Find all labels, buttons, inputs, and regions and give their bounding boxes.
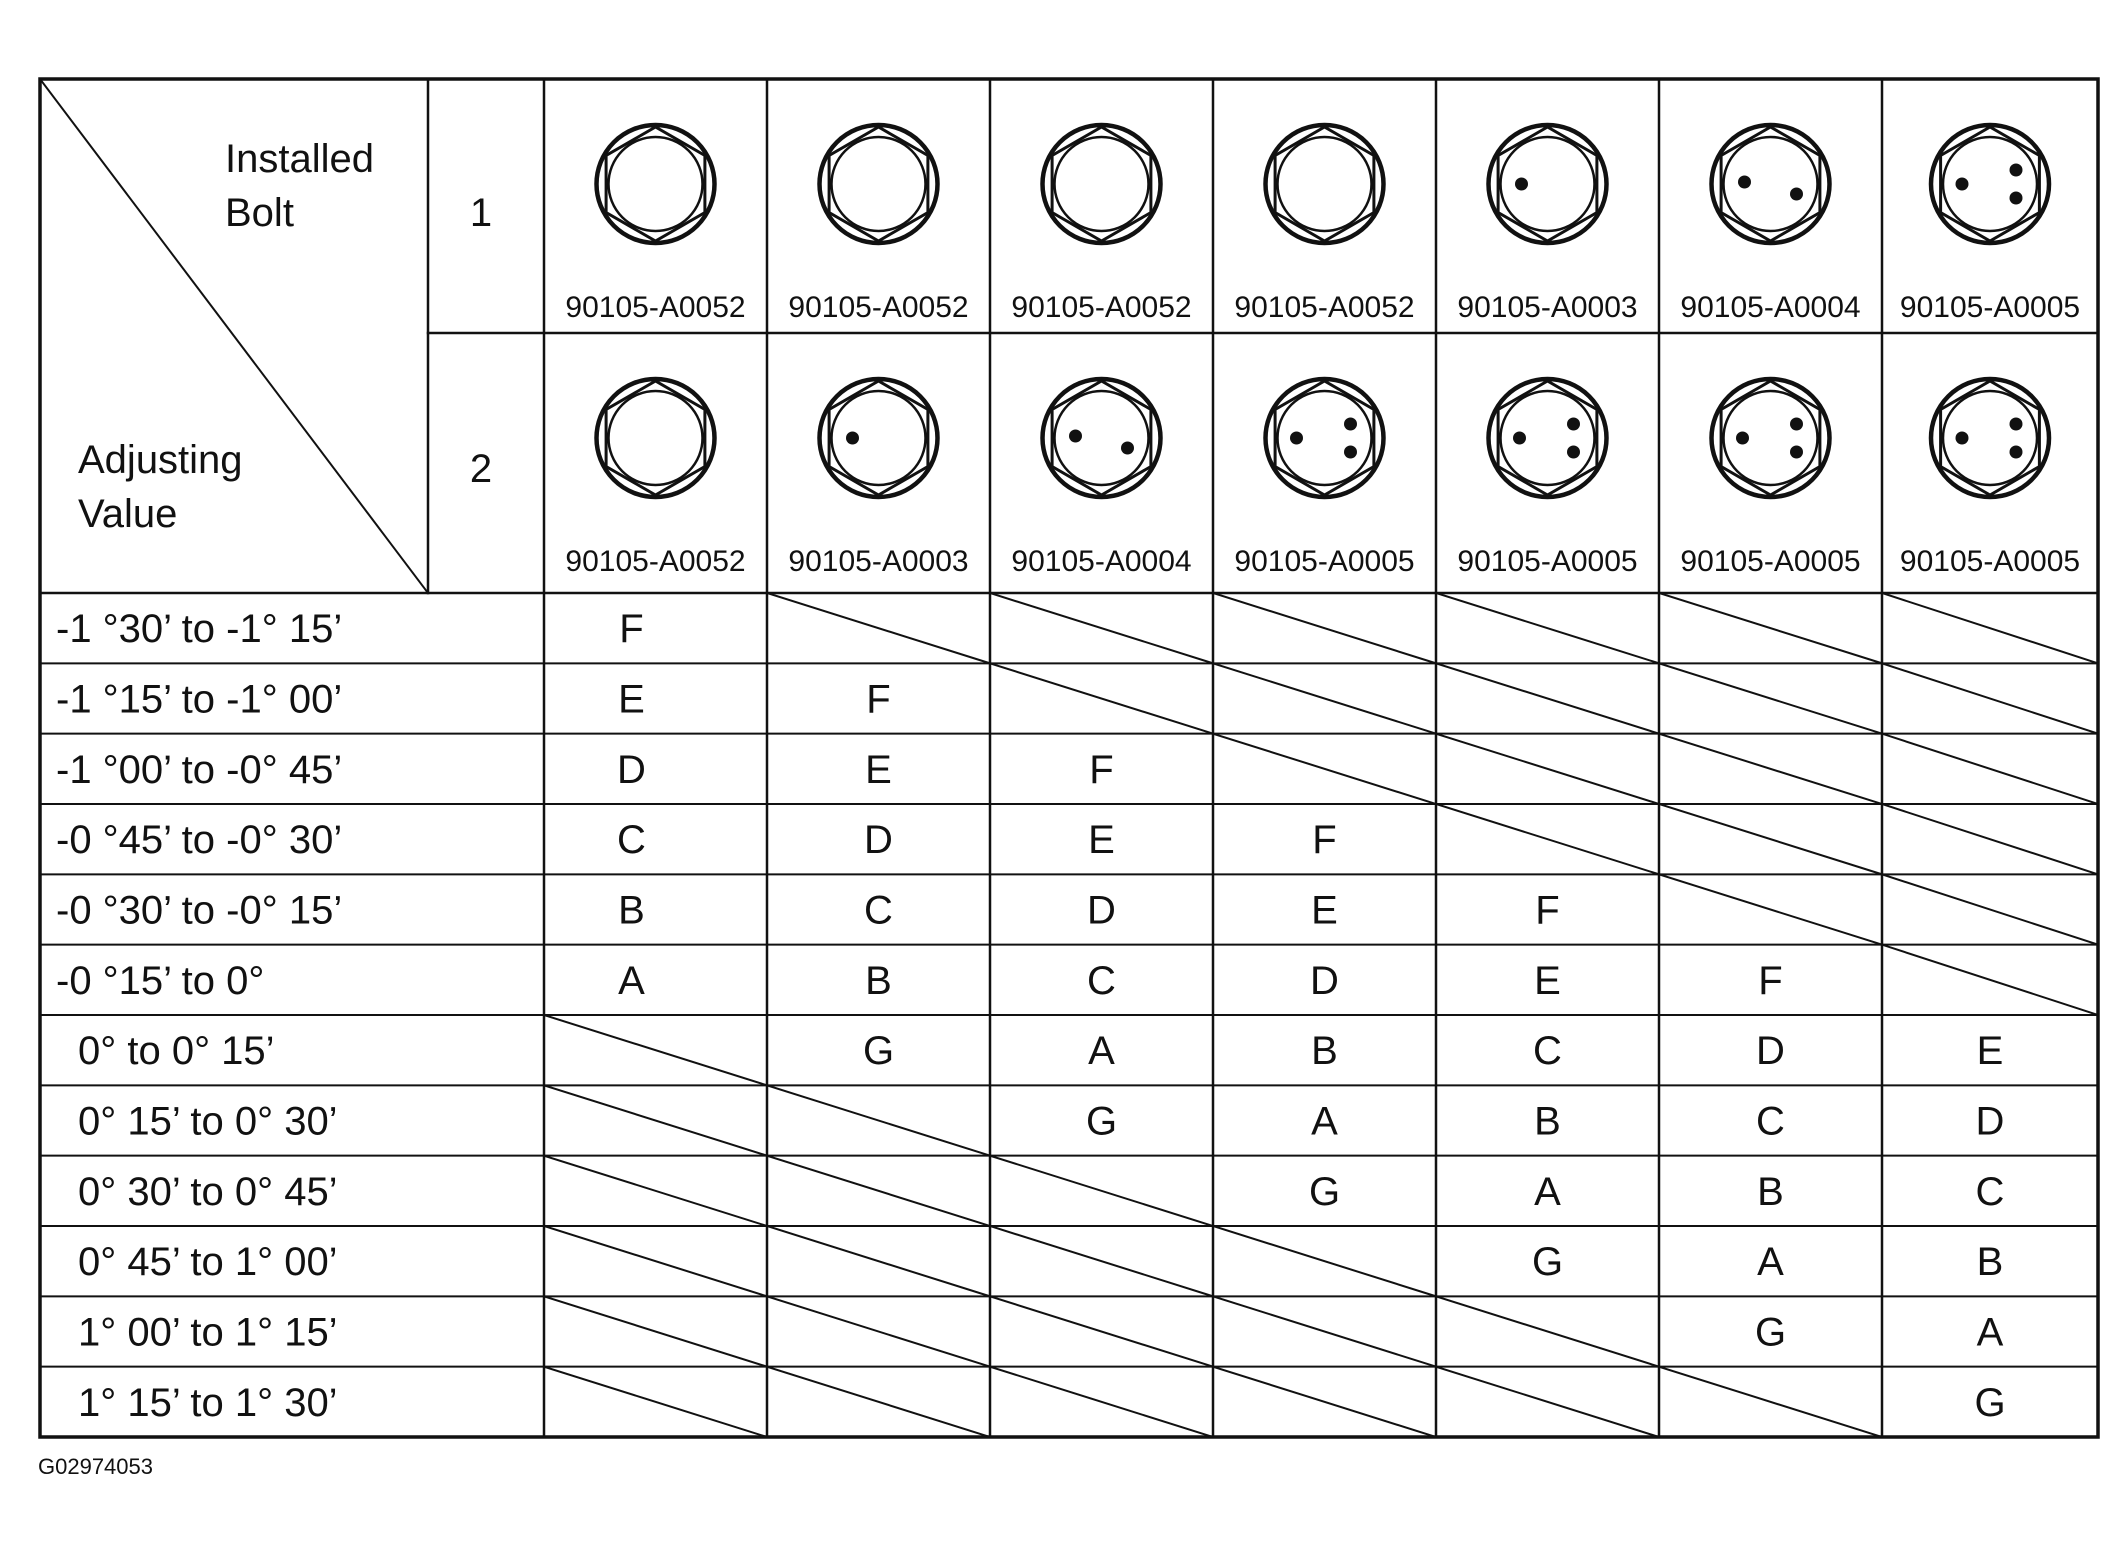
not-applicable-slash — [1213, 1226, 1436, 1296]
shim-code-cell: F — [1535, 888, 1560, 933]
hex-bolt-three-dot-icon — [1712, 379, 1830, 497]
bolt-dot-mark — [1790, 418, 1803, 431]
not-applicable-slash — [1882, 874, 2098, 944]
not-applicable-slash — [990, 593, 1213, 663]
bolt-outer-ring — [1043, 125, 1161, 243]
shim-code-cell: E — [1088, 818, 1115, 863]
not-applicable-slash — [767, 1296, 990, 1366]
not-applicable-slash — [767, 593, 990, 663]
adjusting-range-label: -0 °45’ to -0° 30’ — [56, 818, 343, 863]
bolt-hexagon — [829, 381, 928, 495]
adjusting-label: Adjusting — [78, 438, 243, 482]
not-applicable-slash — [1436, 663, 1659, 733]
shim-code-cell: B — [618, 888, 645, 933]
shim-code-cell: D — [1975, 1099, 2005, 1144]
shim-code-cell: G — [1754, 1310, 1787, 1355]
table-header — [78, 137, 492, 536]
not-applicable-slash — [544, 1156, 767, 1226]
shim-code-cell: F — [1089, 747, 1114, 792]
shim-code-cell: C — [1975, 1169, 2005, 1214]
bolt-dot-mark — [1290, 432, 1303, 445]
shim-code-cell: B — [1311, 1029, 1338, 1074]
bolt-inner-ring — [832, 391, 926, 485]
bolt-icons — [565, 125, 2080, 578]
value-label: Value — [78, 492, 178, 536]
bolt-dot-mark — [2010, 418, 2023, 431]
not-applicable-slash — [544, 1296, 767, 1366]
bolt-hexagon — [606, 127, 705, 241]
bolt-dot-mark — [1344, 418, 1357, 431]
not-applicable-slash — [1882, 734, 2098, 804]
adjusting-range-label: -1 °00’ to -0° 45’ — [56, 747, 343, 792]
bolt-part-number: 90105-A0005 — [1234, 545, 1415, 578]
bolt-hexagon — [1498, 127, 1597, 241]
bolt-part-number: 90105-A0003 — [1457, 291, 1638, 324]
table-grid — [40, 79, 2098, 1437]
shim-code-cell: E — [865, 747, 892, 792]
bolt-dot-mark — [1515, 178, 1528, 191]
shim-code-cell: B — [1757, 1169, 1784, 1214]
table-border — [40, 79, 2098, 1437]
bolt-dot-mark — [1567, 418, 1580, 431]
shim-code-cell: F — [1758, 958, 1783, 1003]
bolt-inner-ring — [609, 137, 703, 231]
figure-id: G02974053 — [38, 1454, 153, 1479]
bolt-part-number: 90105-A0003 — [788, 545, 969, 578]
adjusting-range-label: -1 °15’ to -1° 00’ — [56, 677, 343, 722]
bolt-part-number: 90105-A0005 — [1899, 545, 2081, 578]
bolt-hexagon — [1275, 127, 1374, 241]
hex-bolt-three-dot-icon — [1266, 379, 1384, 497]
hex-bolt-three-dot-icon — [1931, 379, 2049, 497]
bolt-dot-mark — [1121, 442, 1134, 455]
bolt-part-number: 90105-A0052 — [1011, 291, 1192, 324]
bolt-outer-ring — [597, 125, 715, 243]
adjusting-range-label: 1° 15’ to 1° 30’ — [78, 1380, 338, 1425]
not-applicable-slash — [1213, 1367, 1436, 1437]
not-applicable-slash — [1213, 593, 1436, 663]
adjusting-range-label: 0° to 0° 15’ — [78, 1029, 275, 1074]
shim-code-cell: D — [864, 818, 893, 863]
shim-code-cell: D — [1087, 888, 1116, 933]
bolt-hexagon — [1721, 381, 1820, 495]
bolt-outer-ring — [1712, 379, 1830, 497]
not-applicable-slash — [1659, 734, 1882, 804]
not-applicable-slash — [1882, 804, 2098, 874]
not-applicable-slash — [544, 1367, 767, 1437]
bolt-inner-ring — [1055, 137, 1149, 231]
bolt-outer-ring — [820, 125, 938, 243]
not-applicable-slash — [1436, 1367, 1659, 1437]
not-applicable-slash — [1659, 1367, 1882, 1437]
shim-code-cell: E — [618, 677, 645, 722]
not-applicable-slash — [767, 1085, 990, 1155]
bolt-outer-ring — [1931, 379, 2049, 497]
bolt-dot-mark — [846, 432, 859, 445]
bolt-part-number: 90105-A0052 — [565, 291, 746, 324]
shim-code-cell: E — [1311, 888, 1338, 933]
shim-code-cell: C — [1533, 1029, 1562, 1074]
bolt-outer-ring — [1266, 125, 1384, 243]
shim-code-cell: C — [617, 818, 646, 863]
not-applicable-slash — [1436, 1296, 1659, 1366]
shim-code-cell: F — [1312, 818, 1337, 863]
row2-number: 2 — [469, 447, 493, 491]
shim-code-cell: D — [1756, 1029, 1785, 1074]
bolt-hexagon — [1498, 381, 1597, 495]
not-applicable-slash — [1882, 945, 2098, 1015]
shim-code-cell: A — [1534, 1169, 1561, 1214]
hex-bolt-two-dot-icon — [1043, 379, 1161, 497]
bolt-outer-ring — [1931, 125, 2049, 243]
bolt-hexagon — [1941, 381, 2040, 495]
shim-code-cell: A — [1757, 1240, 1784, 1285]
bolt-dot-mark — [1736, 432, 1749, 445]
bolt-hexagon — [1052, 381, 1151, 495]
bolt-outer-ring — [820, 379, 938, 497]
adjusting-range-label: 0° 15’ to 0° 30’ — [78, 1099, 338, 1144]
bolt-hexagon — [1275, 381, 1374, 495]
bolt-dot-mark — [2010, 192, 2023, 205]
bolt-part-number: 90105-A0005 — [1680, 545, 1861, 578]
shim-code-cell: G — [862, 1029, 895, 1074]
not-applicable-slash — [990, 1367, 1213, 1437]
shim-code-cell: D — [1310, 958, 1339, 1003]
not-applicable-slash — [1213, 663, 1436, 733]
bolt-dot-mark — [1344, 446, 1357, 459]
bolt-dot-mark — [1956, 178, 1969, 191]
not-applicable-slash — [1882, 663, 2098, 733]
adjusting-range-label: 1° 00’ to 1° 15’ — [78, 1310, 338, 1355]
not-applicable-slash — [1659, 874, 1882, 944]
bolt-inner-ring — [832, 137, 926, 231]
not-applicable-slash — [544, 1085, 767, 1155]
shim-code-cell: B — [1976, 1240, 2004, 1285]
bolt-part-number: 90105-A0052 — [1234, 291, 1415, 324]
shim-code-cell: E — [1534, 958, 1561, 1003]
hex-bolt-three-dot-icon — [1489, 379, 1607, 497]
not-applicable-slash — [767, 1367, 990, 1437]
shim-code-cell: A — [1088, 1029, 1115, 1074]
bolt-outer-ring — [1489, 125, 1607, 243]
hex-bolt-no-dot-icon — [1266, 125, 1384, 243]
not-applicable-slash — [767, 1156, 990, 1226]
bolt-dot-mark — [1069, 430, 1082, 443]
shim-code-cell: C — [1087, 958, 1116, 1003]
not-applicable-slash — [1659, 804, 1882, 874]
not-applicable-slash — [1882, 593, 2098, 663]
bolt-outer-ring — [1266, 379, 1384, 497]
shim-code-cell: A — [1311, 1099, 1338, 1144]
bolt-dot-mark — [2010, 164, 2023, 177]
not-applicable-slash — [767, 1226, 990, 1296]
bolt-hexagon — [829, 127, 928, 241]
bolt-hexagon — [1052, 127, 1151, 241]
not-applicable-slash — [990, 1156, 1213, 1226]
shim-code-cell: C — [864, 888, 893, 933]
adjusting-range-label: 0° 30’ to 0° 45’ — [78, 1169, 338, 1214]
bolt-outer-ring — [597, 379, 715, 497]
hex-bolt-no-dot-icon — [597, 379, 715, 497]
bolt-part-number: 90105-A0005 — [1899, 291, 2081, 324]
bolt-part-number: 90105-A0004 — [1680, 291, 1861, 324]
shim-code-cell: G — [1974, 1380, 2006, 1425]
not-applicable-slash — [1213, 1296, 1436, 1366]
bolt-inner-ring — [1501, 137, 1595, 231]
adjusting-range-label: -1 °30’ to -1° 15’ — [56, 607, 343, 652]
not-applicable-slash — [990, 1296, 1213, 1366]
hex-bolt-no-dot-icon — [1043, 125, 1161, 243]
bolt-hexagon — [1941, 127, 2040, 241]
shim-code-cell: G — [1308, 1169, 1341, 1214]
bolt-dot-mark — [1790, 188, 1803, 201]
shim-code-cell: B — [865, 958, 892, 1003]
bolt-dot-mark — [2010, 446, 2023, 459]
adjusting-range-label: 0° 45’ to 1° 00’ — [78, 1240, 338, 1285]
bolt-outer-ring — [1712, 125, 1830, 243]
bolt-inner-ring — [1724, 137, 1818, 231]
not-applicable-slash — [990, 663, 1213, 733]
shim-code-cell: B — [1534, 1099, 1561, 1144]
hex-bolt-no-dot-icon — [820, 125, 938, 243]
bolt-part-number: 90105-A0052 — [788, 291, 969, 324]
bolt-inner-ring — [1278, 137, 1372, 231]
shim-code-cell: E — [1976, 1029, 2004, 1074]
shim-code-cell: C — [1756, 1099, 1785, 1144]
adjusting-range-label: -0 °15’ to 0° — [56, 958, 265, 1003]
bolt-hexagon — [1721, 127, 1820, 241]
bolt-dot-mark — [1956, 432, 1969, 445]
not-applicable-slash — [1659, 663, 1882, 733]
shim-code-cell: A — [618, 958, 645, 1003]
bolt-outer-ring — [1489, 379, 1607, 497]
bolt-part-number: 90105-A0005 — [1457, 545, 1638, 578]
shim-code-cell: G — [1085, 1099, 1118, 1144]
bolt-inner-ring — [609, 391, 703, 485]
bolt-inner-ring — [1055, 391, 1149, 485]
shim-code-cell: G — [1531, 1240, 1564, 1285]
bolt-dot-mark — [1567, 446, 1580, 459]
bolt-outer-ring — [1043, 379, 1161, 497]
not-applicable-slash — [1436, 593, 1659, 663]
bolt-dot-mark — [1738, 176, 1751, 189]
not-applicable-slash — [544, 1015, 767, 1085]
hex-bolt-two-dot-icon — [1712, 125, 1830, 243]
bolt-label: Bolt — [225, 191, 294, 235]
shim-code-cell: F — [866, 677, 891, 722]
shim-code-cell: D — [617, 747, 646, 792]
hex-bolt-three-dot-icon — [1931, 125, 2049, 243]
not-applicable-slash — [1213, 734, 1436, 804]
bolt-hexagon — [606, 381, 705, 495]
bolt-part-number: 90105-A0052 — [565, 545, 746, 578]
bolt-dot-mark — [1790, 446, 1803, 459]
not-applicable-slash — [544, 1226, 767, 1296]
shim-code-cell: A — [1976, 1310, 2004, 1355]
not-applicable-slash — [1436, 804, 1659, 874]
hex-bolt-one-dot-icon — [1489, 125, 1607, 243]
not-applicable-slash — [990, 1226, 1213, 1296]
shim-code-cell: F — [619, 607, 644, 652]
bolt-part-number: 90105-A0004 — [1011, 545, 1192, 578]
adjusting-range-label: -0 °30’ to -0° 15’ — [56, 888, 343, 933]
installed-label: Installed — [225, 137, 374, 181]
hex-bolt-no-dot-icon — [597, 125, 715, 243]
row1-number: 1 — [469, 191, 493, 235]
not-applicable-slash — [1436, 734, 1659, 804]
not-applicable-slash — [1659, 593, 1882, 663]
hex-bolt-one-dot-icon — [820, 379, 938, 497]
bolt-dot-mark — [1513, 432, 1526, 445]
